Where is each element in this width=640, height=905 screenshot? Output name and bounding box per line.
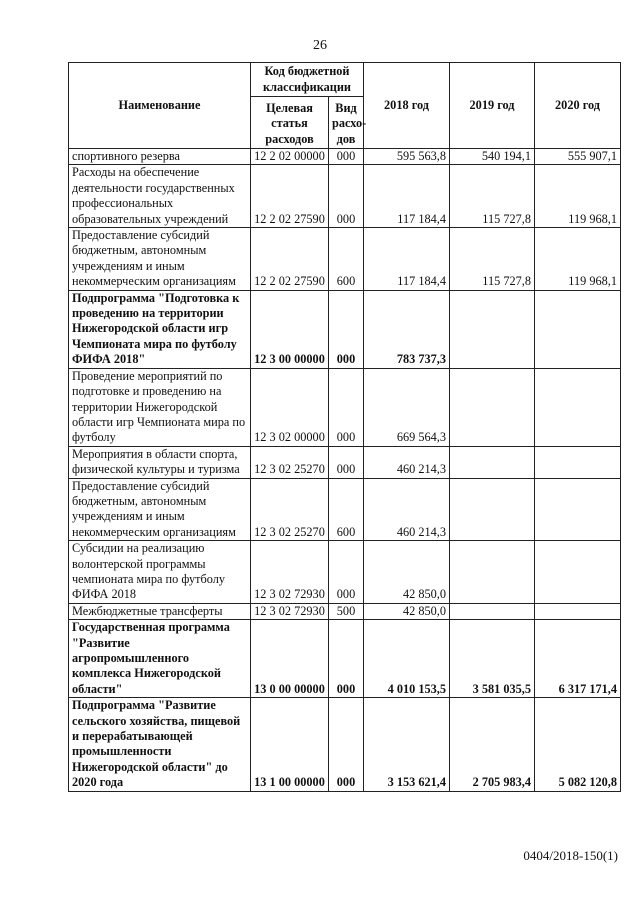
row-2019-cell: 540 194,1 [450,149,535,165]
row-expense-type-cell: 000 [329,620,364,698]
row-name-cell: Субсидии на реализацию волонтерской программы чемпионата мира по футболу ФИФА 2018 [69,541,251,604]
row-2020-cell: 5 082 120,8 [535,698,621,791]
row-2020-cell [535,446,621,478]
row-2019-cell [450,478,535,541]
row-code-cell: 12 3 02 72930 [251,603,329,619]
row-2019-cell [450,541,535,604]
row-2020-cell: 119 968,1 [535,228,621,291]
row-2020-cell: 119 968,1 [535,165,621,228]
row-2018-cell: 117 184,4 [364,228,450,291]
row-2018-cell: 460 214,3 [364,446,450,478]
row-code-cell: 12 3 02 00000 [251,368,329,446]
row-name-cell: Проведение мероприятий по подготовке и проведению на территории Нижегородской области игр Чемпионата мира по футболу [69,368,251,446]
row-code-cell: 12 3 02 72930 [251,541,329,604]
table-row [69,149,621,165]
row-code-cell: 12 2 02 27590 [251,228,329,291]
header-target-article: Целевая статья расходов [251,97,329,149]
header-year-2020: 2020 год [535,63,621,149]
row-2020-cell [535,478,621,541]
page-number: 26 [313,38,327,53]
row-expense-type-cell: 000 [329,541,364,604]
row-name-cell: Мероприятия в области спорта, физической культуры и туризма [69,446,251,478]
row-2018-cell: 783 737,3 [364,290,450,368]
row-2018-cell: 42 850,0 [364,541,450,604]
row-name-cell: Межбюджетные трансферты [69,603,251,619]
row-name-cell: Предоставление субсидий бюджетным, автономным учреждениям и иным некоммерческим организациям [69,228,251,291]
document-code: 0404/2018-150(1) [523,848,618,863]
table-body [69,149,621,792]
row-2019-cell: 115 727,8 [450,165,535,228]
table-header [69,63,621,149]
row-2019-cell [450,446,535,478]
header-expense-type: Вид расхо-дов [329,97,364,149]
row-expense-type-cell: 000 [329,368,364,446]
row-2018-cell: 4 010 153,5 [364,620,450,698]
row-2020-cell: 555 907,1 [535,149,621,165]
row-2019-cell: 115 727,8 [450,228,535,291]
header-code-group: Код бюджетной классификации [251,63,364,97]
row-2020-cell [535,541,621,604]
row-expense-type-cell: 000 [329,149,364,165]
row-code-cell: 13 1 00 00000 [251,698,329,791]
row-code-cell: 12 3 02 25270 [251,446,329,478]
row-expense-type-cell: 000 [329,290,364,368]
header-name: Наименование [69,63,251,149]
row-expense-type-cell: 000 [329,446,364,478]
table-row [69,228,621,291]
row-name-cell: Подпрограмма "Подготовка к проведению на территории Нижегородской области игр Чемпионата мира по футболу ФИФА 2018" [69,290,251,368]
row-code-cell: 12 3 00 00000 [251,290,329,368]
row-2020-cell [535,290,621,368]
table-row [69,368,621,446]
row-2020-cell [535,368,621,446]
table-row [69,446,621,478]
table-row [69,698,621,791]
row-name-cell: спортивного резерва [69,149,251,165]
row-expense-type-cell: 000 [329,165,364,228]
table-row [69,290,621,368]
row-code-cell: 12 2 02 00000 [251,149,329,165]
row-name-cell: Предоставление субсидий бюджетным, автономным учреждениям и иным некоммерческим организациям [69,478,251,541]
table-row [69,478,621,541]
row-2018-cell: 460 214,3 [364,478,450,541]
row-2020-cell [535,603,621,619]
row-2019-cell [450,290,535,368]
table-row [69,541,621,604]
row-name-cell: Подпрограмма "Развитие сельского хозяйства, пищевой и перерабатывающей промышленности Нижегородской области" до 2020 года [69,698,251,791]
table-row [69,620,621,698]
row-2019-cell: 3 581 035,5 [450,620,535,698]
row-code-cell: 13 0 00 00000 [251,620,329,698]
row-2019-cell [450,603,535,619]
header-year-2019: 2019 год [450,63,535,149]
row-2018-cell: 3 153 621,4 [364,698,450,791]
row-expense-type-cell: 000 [329,698,364,791]
table-row [69,603,621,619]
row-code-cell: 12 2 02 27590 [251,165,329,228]
row-expense-type-cell: 500 [329,603,364,619]
row-expense-type-cell: 600 [329,228,364,291]
row-name-cell: Расходы на обеспечение деятельности государственных профессиональных образовательных учреждений [69,165,251,228]
row-name-cell: Государственная программа "Развитие агропромышленного комплекса Нижегородской области" [69,620,251,698]
row-2020-cell: 6 317 171,4 [535,620,621,698]
row-2018-cell: 669 564,3 [364,368,450,446]
table-row [69,165,621,228]
row-2018-cell: 595 563,8 [364,149,450,165]
row-code-cell: 12 3 02 25270 [251,478,329,541]
row-2019-cell [450,368,535,446]
budget-table [68,62,621,792]
row-2018-cell: 117 184,4 [364,165,450,228]
row-2018-cell: 42 850,0 [364,603,450,619]
row-expense-type-cell: 600 [329,478,364,541]
header-year-2018: 2018 год [364,63,450,149]
row-2019-cell: 2 705 983,4 [450,698,535,791]
